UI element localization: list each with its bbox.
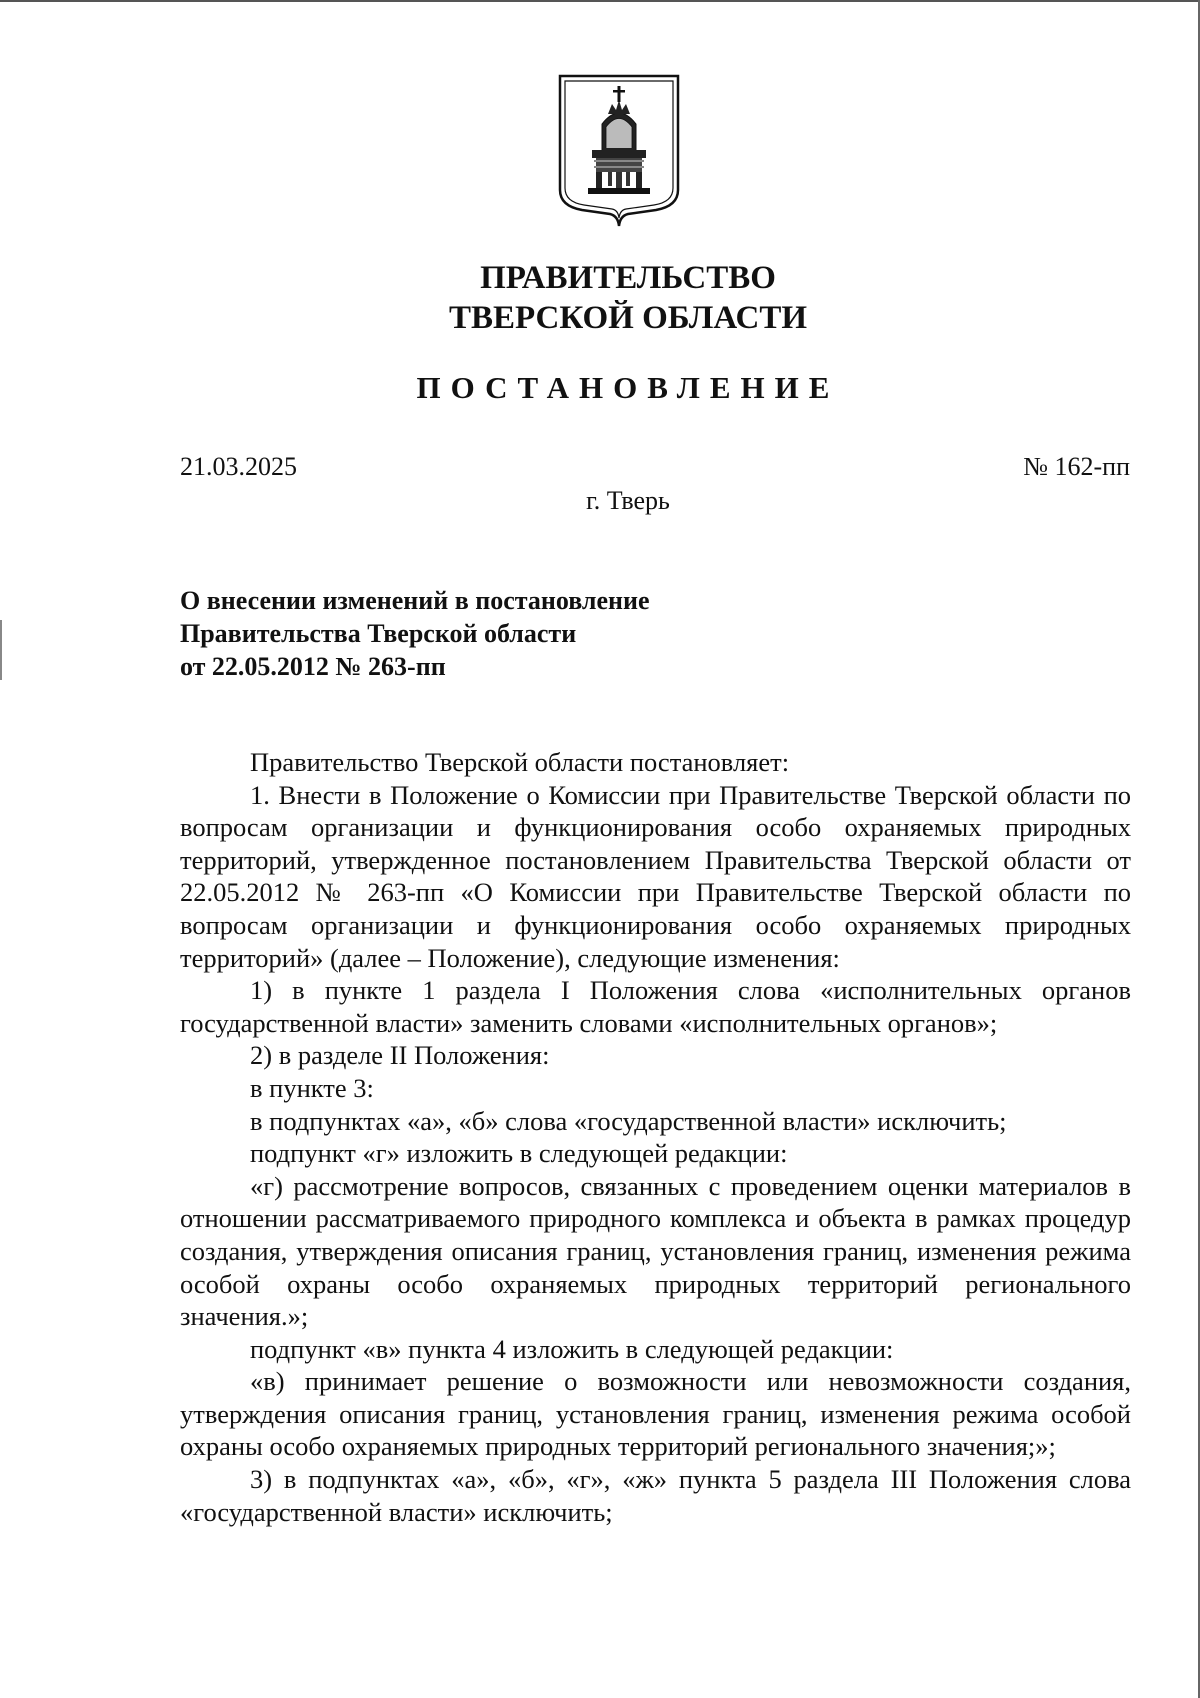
subject-line-2: Правительства Тверской области <box>180 619 577 648</box>
document-body <box>180 746 1131 1528</box>
government-name <box>0 258 1200 338</box>
body-paragraph: «в) принимает решение о возможности или невозможности создания, утверждения описания границ, установления границ, изменения режима особой охраны особо охраняемых природных территорий регионального значения;»; <box>180 1366 1131 1462</box>
document-type: ПОСТАНОВЛЕНИЕ <box>416 370 840 405</box>
body-paragraph: «г) рассмотрение вопросов, связанных с проведением оценки материалов в отношении рассматриваемого природного комплекса и объекта в рамках процедур создания, утверждения описания границ, установления границ, изменения режима особой охраны особо охраняемых природных территорий регионального значения.»; <box>180 1170 1131 1332</box>
body-paragraph: в подпунктах «а», «б» слова «государственной власти» исключить; <box>250 1105 1007 1136</box>
government-line-1: ПРАВИТЕЛЬСТВО <box>480 260 776 296</box>
body-paragraph: Правительство Тверской области постановляет: <box>250 747 790 777</box>
document-city: г. Тверь <box>586 486 670 515</box>
body-paragraph: 2) в разделе II Положения: <box>250 1040 550 1071</box>
subject-line-3: от 22.05.2012 № 263-пп <box>180 652 446 681</box>
body-paragraph: подпункт «в» пункта 4 изложить в следующей редакции: <box>250 1333 894 1364</box>
body-paragraph: подпункт «г» изложить в следующей редакции: <box>250 1138 788 1169</box>
document-date: 21.03.2025 <box>180 452 297 481</box>
body-paragraph: 3) в подпунктах «а», «б», «г», «ж» пункта 5 раздела III Положения слова «государственной власти» исключить; <box>180 1464 1131 1527</box>
tver-coat-of-arms-icon <box>556 72 682 228</box>
body-paragraph: 1. Внести в Положение о Комиссии при Правительстве Тверской области по вопросам организации и функционирования особо охраняемых природных территорий, утвержденное постановлением Правительства Тверской области от 22.05.2012 № 263-пп «О Комиссии при Правительстве Тверской области по вопросам организации и функционирования особо охраняемых природных территорий» (далее – Положение), следующие изменения: <box>180 779 1131 973</box>
scan-edge-top <box>0 0 1200 2</box>
subject-line-1: О внесении изменений в постановление <box>180 586 650 615</box>
scan-edge-left <box>0 620 2 680</box>
document-subject <box>180 584 650 683</box>
body-paragraph: в пункте 3: <box>250 1072 374 1103</box>
body-paragraph: 1) в пункте 1 раздела I Положения слова «исполнительных органов государственной власти» заменить словами «исполнительных органов»; <box>180 975 1131 1038</box>
government-line-2: ТВЕРСКОЙ ОБЛАСТИ <box>448 300 808 336</box>
document-number: № 162-пп <box>1023 452 1130 481</box>
